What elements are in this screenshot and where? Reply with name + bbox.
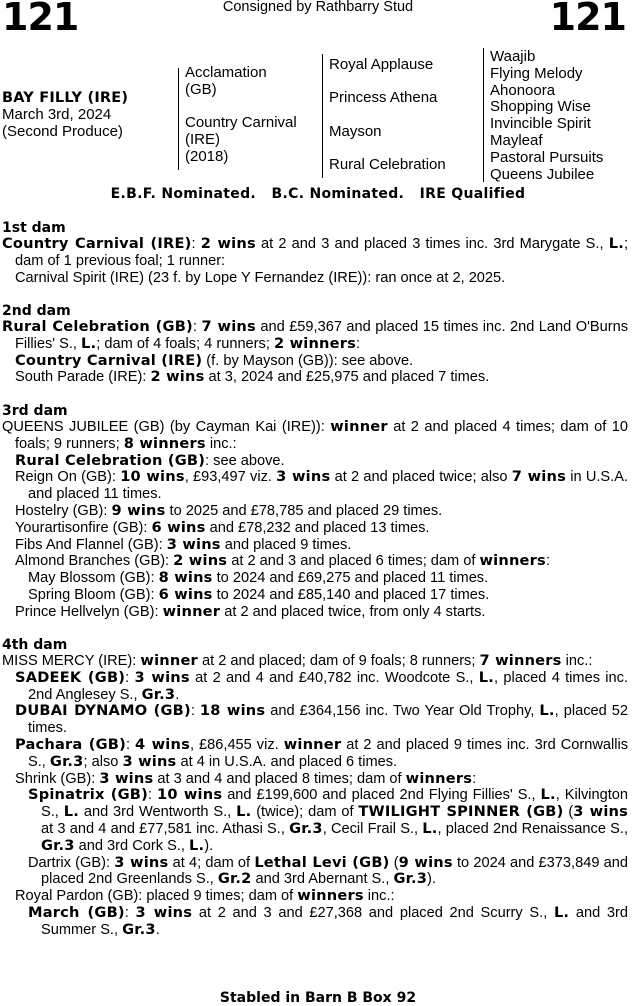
- text-run: (: [389, 854, 399, 871]
- section-4th-dam: [2, 637, 628, 939]
- bold-text: Lethal Levi (GB): [254, 853, 390, 871]
- text-run: ; dam of 4 foals; 4 runners;: [96, 335, 274, 352]
- bold-text: L.: [236, 803, 252, 821]
- text-run: and £364,156 inc. Two Year Old Trophy,: [265, 703, 540, 720]
- produce-entry: [28, 855, 628, 889]
- text-run: and placed 9 times.: [220, 536, 352, 553]
- text-run: ).: [204, 837, 214, 854]
- bold-text: 3 wins: [135, 903, 193, 921]
- bold-text: 10 wins: [120, 468, 185, 486]
- text-run: inc.:: [363, 888, 395, 905]
- gen3-name: Shopping Wise: [490, 98, 591, 116]
- text-run: at 4; dam of: [168, 854, 255, 871]
- bold-text: winner: [162, 602, 221, 620]
- text-run: :: [125, 669, 135, 686]
- pedigree-dam-sire: Mayson: [329, 123, 382, 140]
- bold-text: Spinatrix (GB): [28, 786, 148, 804]
- gen3-name: Invincible Spirit: [490, 115, 591, 133]
- horse-name: BAY FILLY (IRE): [2, 90, 129, 106]
- text-run: May Blossom (GB):: [28, 570, 159, 587]
- bold-text: Gr.2: [217, 870, 252, 888]
- bold-text: Gr.3: [122, 920, 156, 938]
- text-run: and £59,367 and placed 15 times inc. 2nd Land O'Burns Fillies' S.,: [15, 319, 629, 352]
- text-run: and £78,232 and placed 13 times.: [205, 519, 430, 536]
- bold-text: winners: [297, 887, 364, 905]
- text-run: at 2 and placed 9 times inc. 3rd Cornwallis S.,: [28, 736, 629, 770]
- bold-text: 2 wins: [173, 552, 228, 570]
- gen3-name: Queens Jubilee: [490, 165, 595, 183]
- foaling-date: March 3rd, 2024: [2, 106, 112, 123]
- text-run: and 3rd Summer S.,: [41, 904, 628, 938]
- bold-text: L.: [422, 819, 438, 837]
- bold-text: Gr.3: [41, 836, 75, 854]
- text-run: at 4 in U.S.A. and placed 6 times.: [176, 753, 398, 770]
- bold-text: Country Carnival (IRE): [15, 351, 203, 369]
- bold-text: Rural Celebration (GB): [15, 451, 206, 469]
- text-run: to 2024 and £373,849 and placed 2nd Greenlands S.,: [41, 854, 628, 888]
- text-run: , placed 52 times.: [28, 703, 629, 737]
- lot-number-right: 121: [549, 0, 626, 39]
- produce-entry: [15, 520, 628, 537]
- bold-text: winners: [479, 552, 546, 570]
- produce-entry: [15, 503, 628, 520]
- produce-entry: [28, 587, 628, 604]
- text-run: Prince Hellvelyn (GB):: [15, 603, 163, 620]
- horse-info: [2, 90, 128, 141]
- produce-entry: [15, 369, 628, 386]
- bold-text: Gr.3: [393, 870, 428, 888]
- text-run: :: [192, 319, 202, 335]
- bold-text: 3 wins: [166, 535, 221, 553]
- bold-text: 10 wins: [157, 786, 223, 804]
- text-run: inc.:: [205, 435, 237, 452]
- produce-entry: [15, 270, 628, 287]
- bold-text: L.: [539, 702, 555, 720]
- pedigree-third-generation: [490, 49, 603, 183]
- text-run: ).: [427, 871, 436, 888]
- text-run: :: [356, 335, 361, 352]
- text-run: at 2 and placed; dam of 9 foals; 8 runners;: [197, 653, 480, 669]
- text-run: at 2 and 3 and placed 6 times; dam of: [227, 553, 480, 570]
- bold-text: 7 wins: [201, 318, 256, 335]
- stabling-note: Stabled in Barn B Box 92: [219, 990, 417, 1006]
- produce-entry: [15, 737, 628, 771]
- text-run: to 2025 and £78,785 and placed 29 times.: [165, 502, 443, 519]
- text-run: Dartrix (GB):: [28, 854, 115, 871]
- pedigree-sire: [185, 65, 267, 99]
- text-run: (twice); dam of: [251, 804, 359, 821]
- text-run: and £199,600 and placed 2nd Flying Fillies' S.,: [222, 787, 541, 804]
- text-run: Reign On (GB):: [15, 469, 121, 486]
- text-run: Shrink (GB):: [15, 770, 100, 787]
- text-run: , placed 2nd Renaissance S.,: [437, 820, 628, 837]
- bold-text: SADEEK (GB): [15, 668, 126, 686]
- bold-text: 6 wins: [158, 585, 213, 603]
- bold-text: March (GB): [28, 903, 125, 921]
- bold-text: Country Carnival (IRE): [2, 235, 192, 252]
- produce-entry: [15, 469, 628, 503]
- bold-text: 8 wins: [158, 569, 213, 587]
- bold-text: 9 wins: [111, 501, 166, 519]
- text-run: :: [124, 904, 136, 921]
- text-run: (f. by Mayson (GB)): see above.: [202, 352, 414, 369]
- produce-entry: [28, 787, 628, 854]
- sire-country: (GB): [185, 80, 217, 98]
- bold-text: 3 wins: [122, 752, 177, 770]
- dam-year: (2018): [185, 147, 229, 165]
- bold-text: 2 wins: [150, 368, 205, 386]
- bold-text: Gr.3: [49, 752, 84, 770]
- text-run: in U.S.A. and placed 11 times.: [28, 469, 628, 503]
- produce-entry: [15, 604, 628, 621]
- text-run: at 2 and placed 4 times; dam of 10 foals; 9 runners;: [15, 419, 629, 452]
- text-run: at 2 and 3 and £27,368 and placed 2nd Scurry S.,: [192, 904, 554, 921]
- bold-text: 2 wins: [200, 235, 256, 252]
- text-run: at 3 and 4 and £77,581 inc. Athasi S.,: [41, 820, 290, 837]
- text-run: , Cecil Frail S.,: [322, 820, 423, 837]
- produce-entry: [15, 353, 628, 370]
- text-run: Almond Branches (GB):: [15, 553, 174, 570]
- text-run: Fibs And Flannel (GB):: [15, 536, 167, 553]
- text-run: and 3rd Wentworth S.,: [78, 804, 237, 821]
- bold-text: 3 wins: [99, 769, 154, 787]
- dam-country: (IRE): [185, 130, 220, 148]
- section-heading: 4th dam: [2, 637, 68, 653]
- text-run: at 3, 2024 and £25,975 and placed 7 times.: [204, 369, 490, 386]
- text-run: : see above.: [205, 452, 285, 469]
- bold-text: 3 wins: [573, 803, 628, 821]
- text-run: to 2024 and £69,275 and placed 11 times.: [212, 570, 489, 587]
- produce-entry: [15, 670, 628, 704]
- text-run: Royal Pardon (GB): placed 9 times; dam of: [15, 888, 298, 905]
- section-3rd-dam: [2, 403, 628, 621]
- bold-text: 9 wins: [398, 853, 453, 871]
- text-run: Yourartisonfire (GB):: [15, 519, 152, 536]
- bold-text: 3 wins: [114, 853, 169, 871]
- produce-entry: [15, 888, 628, 905]
- pedigree-sire-dam: Princess Athena: [329, 89, 438, 106]
- text-run: :: [148, 787, 157, 804]
- pedigree-dam: [185, 115, 297, 165]
- section-1st-dam: [2, 220, 628, 286]
- text-run: at 2 and placed twice; also: [330, 469, 512, 486]
- text-run: .: [155, 921, 160, 938]
- produce-entry: [28, 905, 628, 939]
- bold-text: L.: [478, 668, 495, 686]
- text-run: .: [175, 686, 180, 703]
- dam-entry: [2, 419, 628, 453]
- bold-text: winner: [283, 735, 342, 753]
- section-2nd-dam: [2, 303, 628, 386]
- sire-name: Acclamation: [185, 64, 267, 81]
- bold-text: 4 wins: [135, 735, 190, 753]
- section-heading: 2nd dam: [2, 303, 71, 319]
- bold-text: TWILIGHT SPINNER (GB): [358, 803, 564, 821]
- produce-entry: [15, 553, 628, 570]
- bold-text: winners: [405, 769, 473, 787]
- bold-text: L.: [553, 903, 570, 921]
- text-run: :: [191, 236, 201, 252]
- pedigree-sire-sire: Royal Applause: [329, 56, 434, 73]
- text-run: :: [545, 553, 550, 570]
- text-run: , £93,497 viz.: [184, 469, 277, 486]
- nominations: E.B.F. Nominated. B.C. Nominated. IRE Qualified: [110, 186, 526, 202]
- gen3-name: Pastoral Pursuits: [490, 148, 604, 166]
- bold-text: L.: [188, 836, 205, 854]
- bold-text: 3 wins: [134, 668, 190, 686]
- bold-text: 8 winners: [123, 434, 206, 452]
- text-run: and 3rd Abernant S.,: [251, 871, 394, 888]
- bold-text: Rural Celebration (GB): [2, 318, 193, 335]
- produce-entry: [15, 703, 628, 737]
- text-run: , Kilvington S.,: [41, 787, 629, 821]
- text-run: at 3 and 4 and placed 8 times; dam of: [153, 770, 406, 787]
- lot-number-left: 121: [2, 0, 79, 39]
- consignor: Consigned by Rathbarry Stud: [222, 0, 414, 15]
- bold-text: Pachara (GB): [15, 735, 126, 753]
- text-run: QUEENS JUBILEE (GB) (by Cayman Kai (IRE)):: [2, 419, 331, 435]
- text-run: at 2 and placed twice, from only 4 starts.: [220, 603, 486, 620]
- text-run: ; also: [83, 753, 123, 770]
- pedigree-bracket-2: [322, 54, 323, 178]
- text-run: ; dam of 1 previous foal; 1 runner:: [15, 236, 629, 269]
- pedigree-bracket-1: [178, 68, 179, 170]
- section-heading: 3rd dam: [2, 403, 68, 419]
- text-run: to 2024 and £85,140 and placed 17 times.: [212, 586, 490, 603]
- produce-note: (Second Produce): [2, 122, 123, 140]
- dam-name: Country Carnival: [185, 114, 297, 131]
- bold-text: Gr.3: [289, 819, 323, 837]
- pedigree-bracket-3: [483, 48, 484, 182]
- bold-text: L.: [63, 803, 79, 821]
- gen3-name: Waajib: [490, 48, 536, 65]
- text-run: :: [190, 703, 200, 720]
- produce-entry: [28, 570, 628, 587]
- text-run: :: [472, 770, 477, 787]
- produce-entry: [15, 453, 628, 470]
- bold-text: 7 wins: [511, 468, 566, 486]
- text-run: at 2 and 3 and placed 3 times inc. 3rd Marygate S.,: [255, 236, 609, 252]
- text-run: and 3rd Cork S.,: [74, 837, 189, 854]
- text-run: (: [563, 804, 574, 821]
- text-run: at 2 and 4 and £40,782 inc. Woodcote S.,: [189, 669, 479, 686]
- bold-text: 6 wins: [151, 518, 206, 536]
- bold-text: Gr.3: [141, 685, 176, 703]
- gen3-name: Mayleaf: [490, 131, 543, 149]
- text-run: MISS MERCY (IRE):: [2, 653, 141, 669]
- text-run: Carnival Spirit (IRE) (23 f. by Lope Y Fernandez (IRE)): ran once at 2, 2025.: [15, 269, 506, 286]
- text-run: South Parade (IRE):: [15, 369, 151, 386]
- gen3-name: Ahonoora: [490, 81, 556, 99]
- bold-text: L.: [81, 334, 97, 352]
- text-run: , placed 4 times inc. 2nd Anglesey S.,: [28, 669, 629, 703]
- bold-text: DUBAI DYNAMO (GB): [15, 702, 191, 720]
- text-run: inc.:: [561, 653, 593, 669]
- dam-entry: [2, 653, 628, 670]
- text-run: Hostelry (GB):: [15, 502, 112, 519]
- bold-text: 7 winners: [479, 652, 562, 669]
- dam-entry: [2, 319, 628, 353]
- gen3-name: Flying Melody: [490, 64, 583, 82]
- produce-entry: [15, 771, 628, 788]
- bold-text: L.: [540, 786, 556, 804]
- bold-text: 3 wins: [276, 468, 331, 486]
- produce-entry: [15, 537, 628, 554]
- bold-text: 2 winners: [273, 334, 357, 352]
- bold-text: winner: [140, 652, 198, 669]
- bold-text: 18 wins: [199, 702, 266, 720]
- bold-text: L.: [608, 235, 624, 252]
- bold-text: winner: [330, 418, 388, 435]
- text-run: , £86,455 viz.: [189, 736, 284, 753]
- text-run: :: [125, 736, 136, 753]
- dam-entry: [2, 236, 628, 270]
- section-heading: 1st dam: [2, 220, 66, 236]
- text-run: Spring Bloom (GB):: [28, 586, 159, 603]
- pedigree-dam-dam: Rural Celebration: [329, 156, 446, 173]
